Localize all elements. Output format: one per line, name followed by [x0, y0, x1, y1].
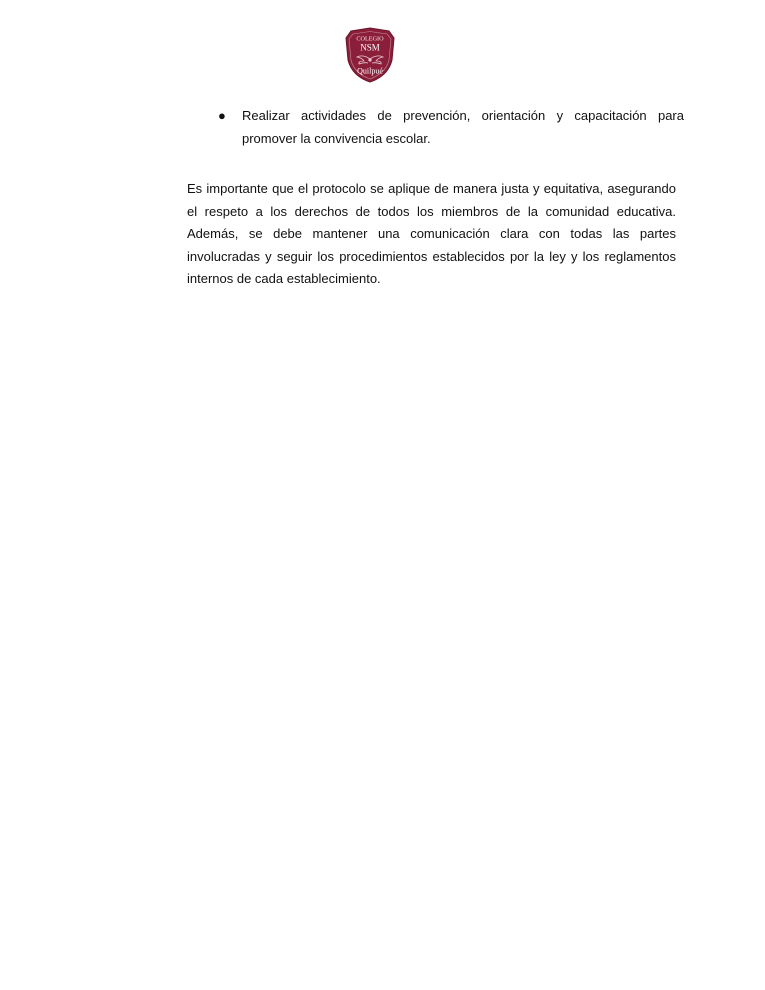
bullet-marker: ● [218, 108, 226, 123]
body-paragraph: Es importante que el protocolo se aplique de manera justa y equitativa, asegurando el respeto a los derechos de todos los miembros de la comunidad educativa. Además, se debe mantener una comunicación clara con todas las partes involucradas y seguir los procedimientos establecidos por la ley y los reglamentos internos de cada establecimiento. [187, 181, 676, 286]
school-crest-icon [341, 26, 399, 84]
list-item [218, 104, 684, 150]
logo-text-quilpue: Quilpué [357, 66, 383, 76]
bullet-list [218, 104, 684, 150]
logo-text-colegio: COLEGIO [356, 35, 384, 43]
bullet-text: Realizar actividades de prevención, orientación y capacitación para promover la convivencia escolar. [242, 108, 684, 146]
school-logo [341, 26, 399, 84]
logo-text-nsm: NSM [360, 42, 380, 53]
